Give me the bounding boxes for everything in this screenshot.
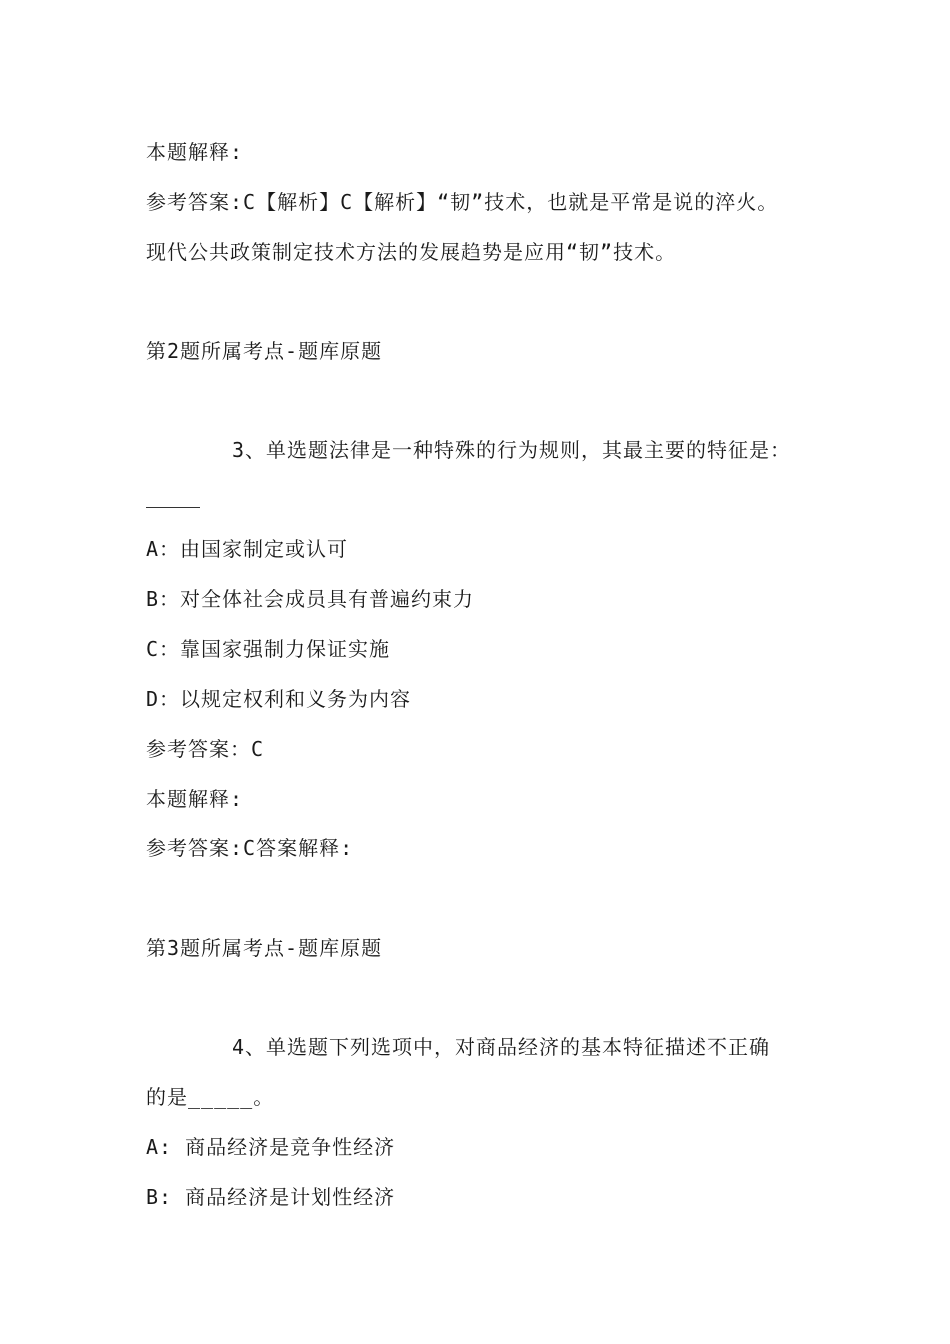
q3-option-a: A：由国家制定或认可	[146, 537, 349, 561]
q2-analysis-line-1: 参考答案:C【解析】C【解析】“韧”技术，也就是平常是说的淬火。	[146, 190, 779, 214]
q3-answer: 参考答案：C	[146, 737, 265, 761]
q3-option-d: D：以规定权利和义务为内容	[146, 687, 412, 711]
q3-source: 第3题所属考点-题库原题	[146, 936, 383, 960]
q3-option-b: B：对全体社会成员具有普遍约束力	[146, 587, 475, 611]
q4-option-b: B: 商品经济是计划性经济	[146, 1185, 396, 1209]
q3-answer-blank	[146, 507, 200, 508]
q3-explanation-label: 本题解释:	[146, 787, 244, 811]
q2-explanation-label: 本题解释:	[146, 140, 244, 164]
q2-source: 第2题所属考点-题库原题	[146, 339, 383, 363]
q3-analysis: 参考答案:C答案解释:	[146, 836, 354, 860]
q2-analysis-line-2: 现代公共政策制定技术方法的发展趋势是应用“韧”技术。	[146, 240, 677, 264]
q4-option-a: A: 商品经济是竞争性经济	[146, 1135, 396, 1159]
q3-option-c: C：靠国家强制力保证实施	[146, 637, 391, 661]
q3-stem: 3、单选题法律是一种特殊的行为规则，其最主要的特征是：	[232, 438, 792, 462]
q4-stem-line-2: 的是_____。	[146, 1085, 275, 1109]
q4-stem-line-1: 4、单选题下列选项中，对商品经济的基本特征描述不正确	[232, 1035, 771, 1059]
